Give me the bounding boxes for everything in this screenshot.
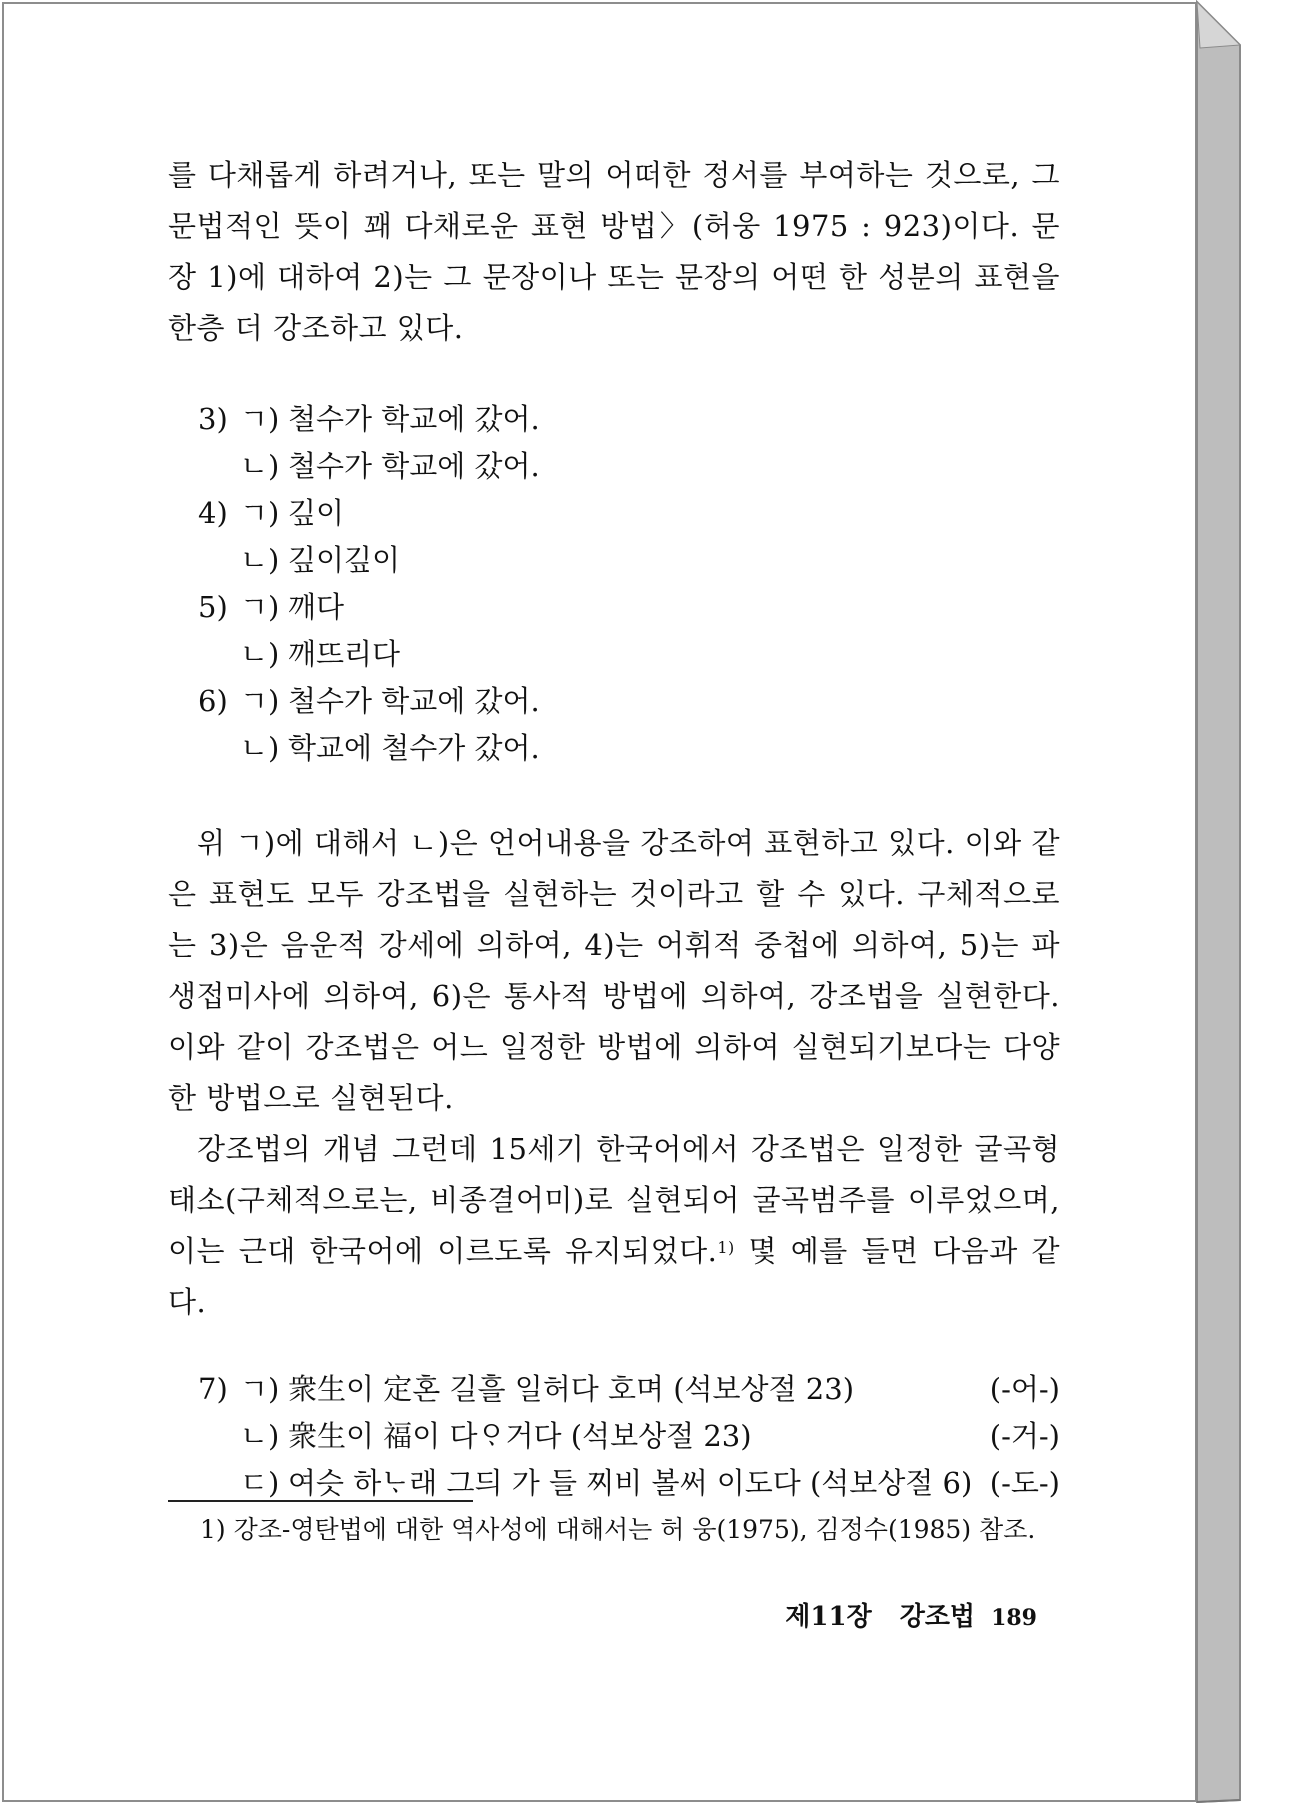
paragraph-mid-1: 위 ㄱ)에 대해서 ㄴ)은 언어내용을 강조하여 표현하고 있다. 이와 같은 표현도 모두 강조법을 실현하는 것이라고 할 수 있다. 구체적으로는 3)은 음운적 강세에 의하여, 4)는 어휘적 중첩에 의하여, 5)는 파생접미사에 의하여, 6)은 통사적 방법에 의하여, 강조법을 실현한다. 이와 같이 강조법은 어느 일정한 방법에 의하여 실현되기보다는 다양한 방법으로 실현된다. xyxy=(168,826,1060,1115)
example-line xyxy=(168,1366,1060,1413)
example-number: 7) xyxy=(198,1372,228,1406)
example-number: 6) xyxy=(198,684,228,718)
page-number: 189 xyxy=(991,1605,1037,1631)
example-label: ㄴ) xyxy=(240,731,280,765)
example-text: 여슷 하ᄂᆞ래 그듸 가 들 찌비 볼써 이도다 (석보상절 6) xyxy=(288,1466,973,1500)
example-line xyxy=(168,1413,1060,1460)
example-marker: (-거-) xyxy=(989,1419,1060,1453)
example-label: ㄱ) xyxy=(240,1372,280,1406)
example-line xyxy=(168,443,1060,490)
example-label: ㄱ) xyxy=(240,684,280,718)
example-line xyxy=(168,490,1060,537)
example-label: ㄴ) xyxy=(240,543,280,577)
example-line xyxy=(168,537,1060,584)
example-line xyxy=(168,678,1060,725)
footnote: 1) 강조-영탄법에 대한 역사성에 대해서는 허 웅(1975), 김정수(1985) 참조. xyxy=(200,1515,1036,1544)
example-label: ㄴ) xyxy=(240,1419,280,1453)
example-text: 철수가 학교에 갔어. xyxy=(288,684,540,718)
example-line xyxy=(168,725,1060,772)
footer-chapter: 제11장 xyxy=(785,1602,872,1632)
example-line xyxy=(168,396,1060,443)
footnote-reference[interactable]: 1) xyxy=(717,1238,735,1257)
example-number: 4) xyxy=(198,496,228,530)
example-text: 衆生이 福이 다ᄋᆞ거다 (석보상절 23) xyxy=(288,1419,752,1453)
paragraph-top: 를 다채롭게 하려거나, 또는 말의 어떠한 정서를 부여하는 것으로, 그 문법적인 뜻이 꽤 다채로운 표현 방법〉(허웅 1975 : 923)이다. 문장 1)에 대하여 2)는 그 문장이나 또는 문장의 어떤 한 성분의 표현을 한층 더 강조하고 있다. xyxy=(168,158,1060,345)
example-label: ㄷ) xyxy=(240,1466,280,1500)
footnote-rule xyxy=(168,1500,473,1502)
paragraph-mid-2 xyxy=(168,1124,1060,1328)
example-text: 깊이 xyxy=(288,496,345,530)
example-label: ㄱ) xyxy=(240,590,280,624)
paragraph-mid-2-text: 강조법의 개념 그런데 15세기 한국어에서 강조법은 일정한 굴곡형태소(구체적으로는, 비종결어미)로 실현되어 굴곡범주를 이루었으며, 이는 근대 한국어에 이르도록 유지되었다. xyxy=(168,1132,1060,1268)
example-list-a xyxy=(168,396,1060,772)
example-label: ㄱ) xyxy=(240,496,280,530)
example-label: ㄴ) xyxy=(240,637,280,671)
page-content xyxy=(168,150,1060,1507)
example-label: ㄱ) xyxy=(240,402,280,436)
paragraph-mid-2-tail: 몇 예를 들면 다음과 같다. xyxy=(168,1234,1060,1319)
running-footer xyxy=(757,1596,1037,1633)
example-line xyxy=(168,631,1060,678)
example-text: 衆生이 定혼 길흘 일허다 호며 (석보상절 23) xyxy=(288,1372,855,1406)
example-text: 철수가 학교에 갔어. xyxy=(288,402,540,436)
example-text: 깨뜨리다 xyxy=(288,637,401,671)
example-marker: (-어-) xyxy=(989,1372,1060,1406)
example-line xyxy=(168,584,1060,631)
example-number: 3) xyxy=(198,402,228,436)
example-label: ㄴ) xyxy=(240,449,280,483)
example-list-b xyxy=(168,1366,1060,1507)
example-text: 깨다 xyxy=(288,590,345,624)
example-text: 학교에 철수가 갔어. xyxy=(288,731,540,765)
example-text: 철수가 학교에 갔어. xyxy=(288,449,540,483)
example-marker: (-도-) xyxy=(989,1466,1060,1500)
example-text: 깊이깊이 xyxy=(288,543,401,577)
footer-title: 강조법 xyxy=(899,1602,976,1632)
example-number: 5) xyxy=(198,590,228,624)
